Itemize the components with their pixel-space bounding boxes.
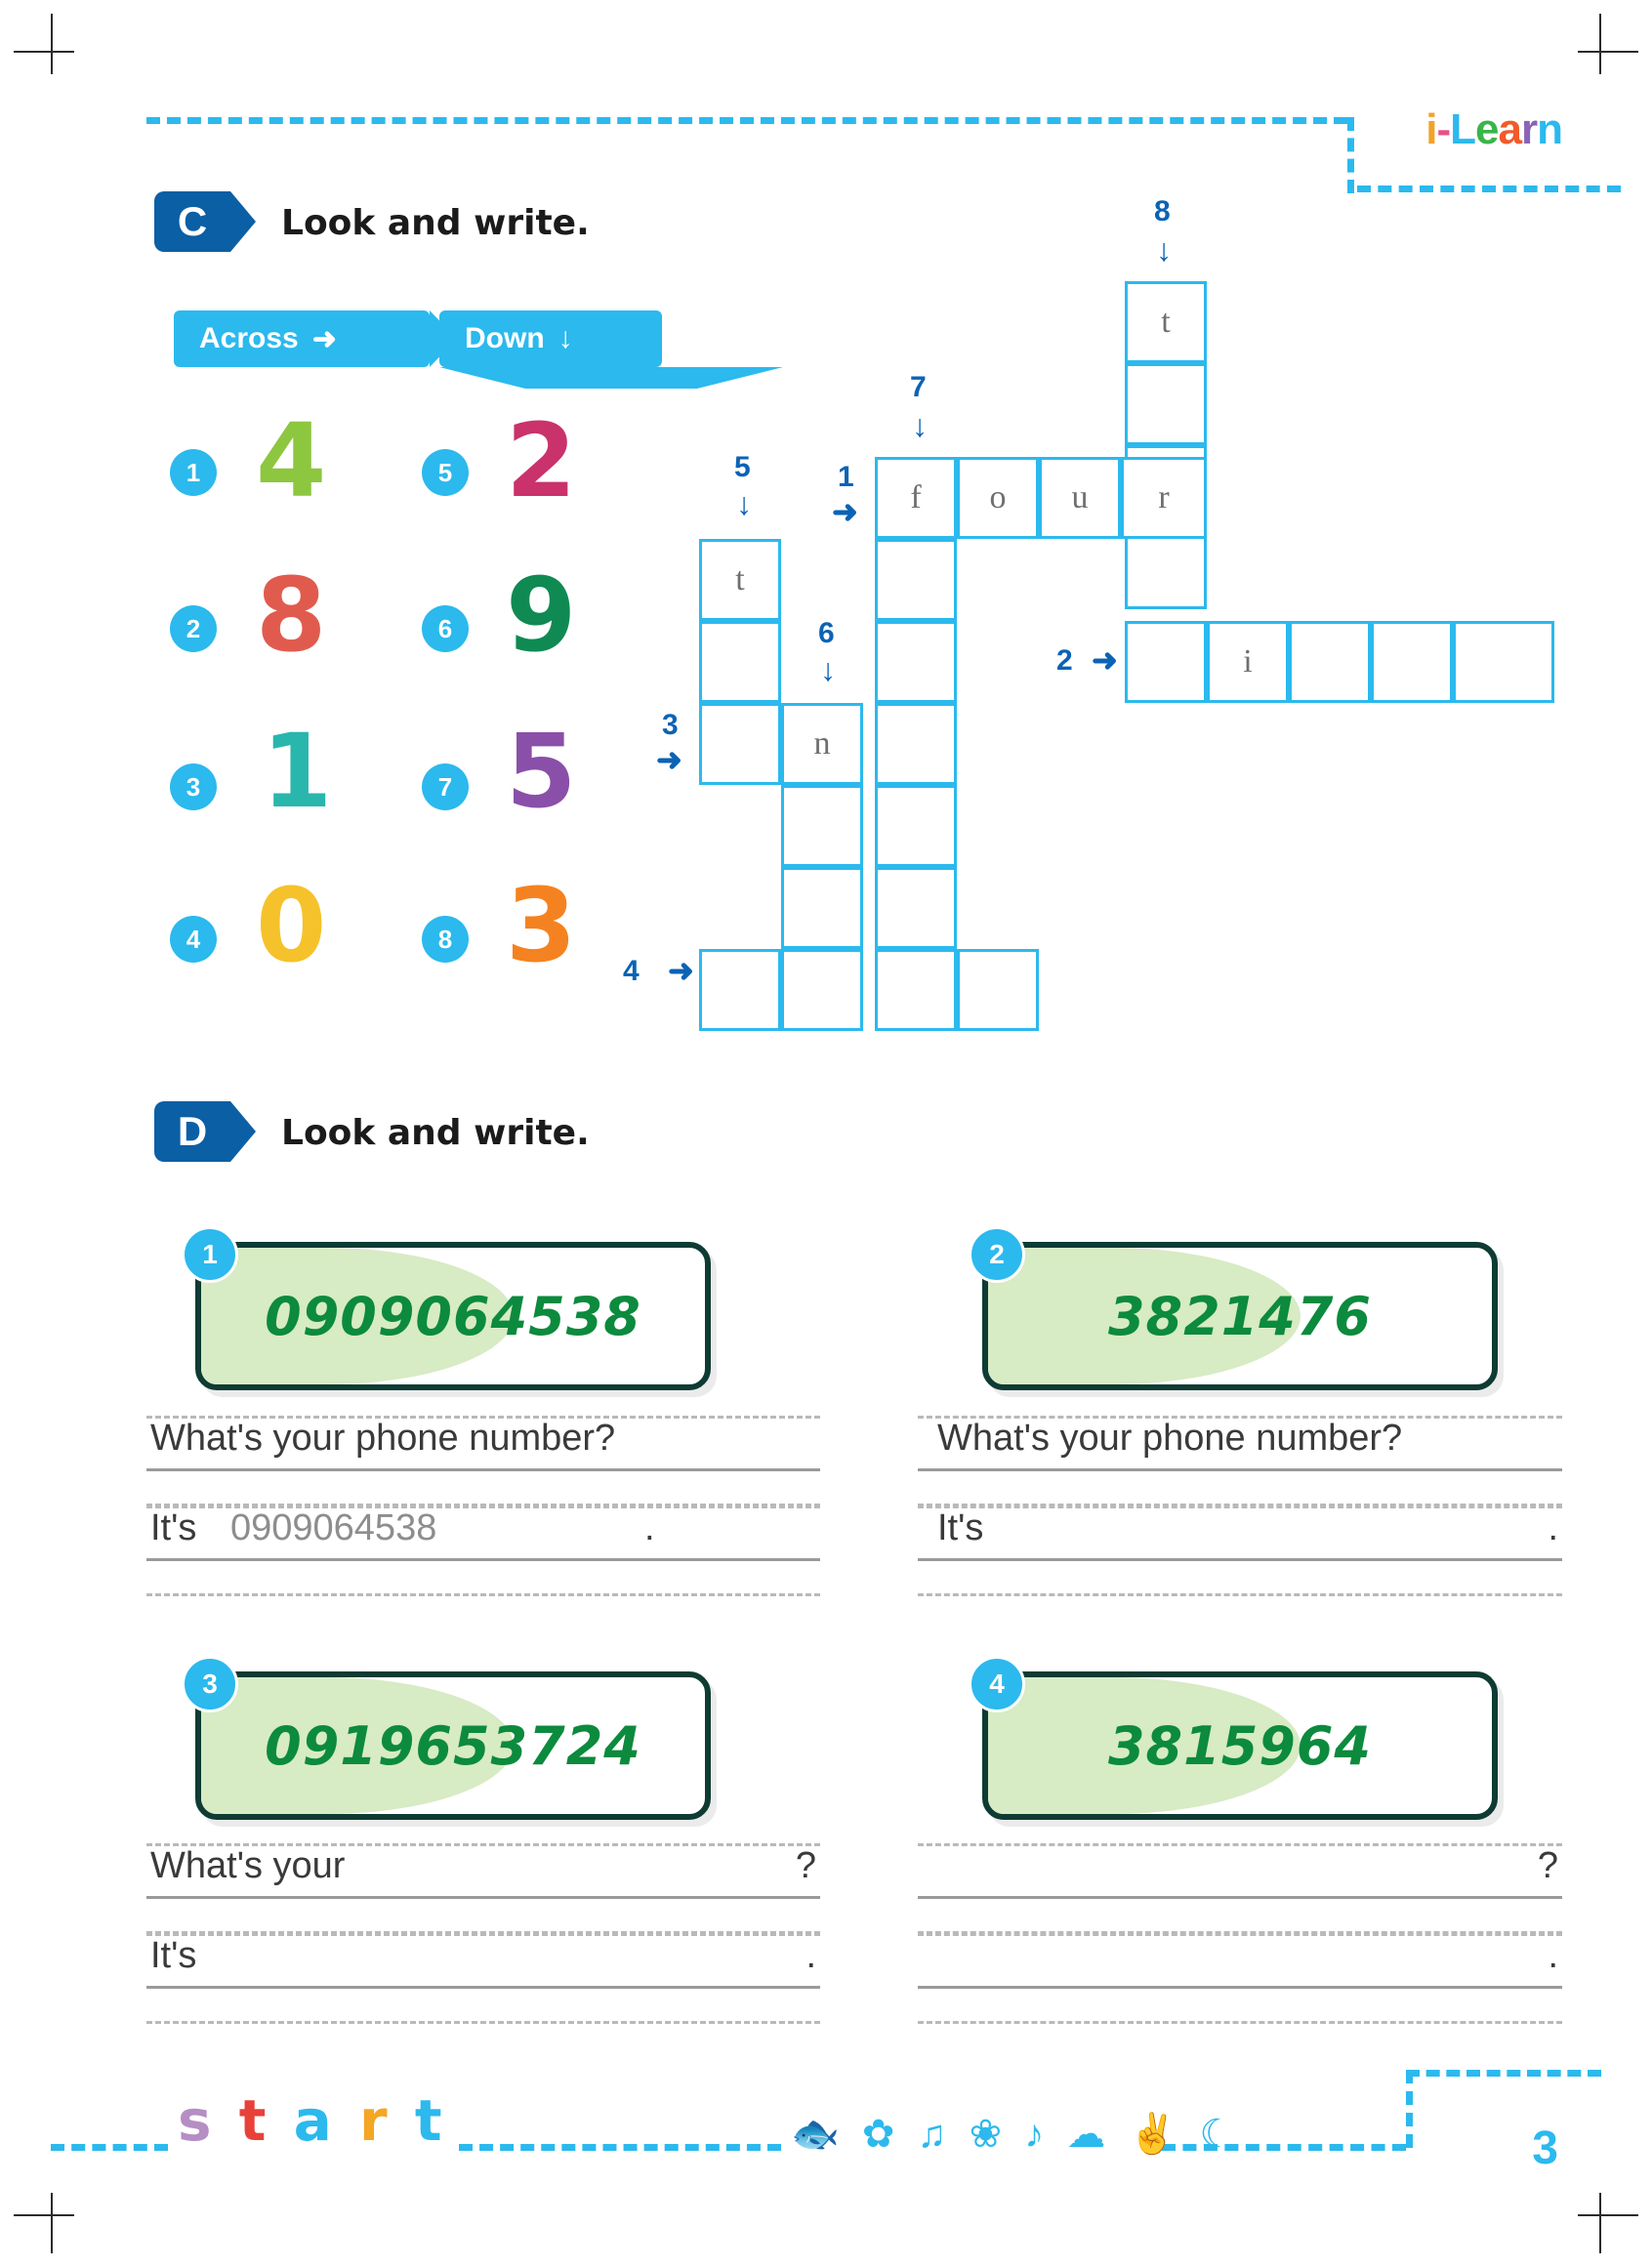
writing-lines-3a[interactable]	[146, 1843, 820, 1937]
footer-dash-elbow	[1406, 2070, 1413, 2148]
legend-badge-3: 3	[170, 763, 217, 810]
answer-prefix-3: It's	[150, 1935, 197, 1976]
cw-cell[interactable]	[1125, 621, 1207, 703]
clue-number-5: 5	[734, 451, 751, 483]
clue-arrow-2: ➜	[1092, 642, 1118, 678]
cw-cell[interactable]: t	[699, 539, 781, 621]
question-text-1: What's your phone number?	[150, 1418, 616, 1459]
across-label: Across	[199, 322, 299, 354]
section-tag-d: D	[154, 1101, 230, 1162]
answer-end-2: .	[1548, 1507, 1558, 1548]
cw-cell[interactable]	[1289, 621, 1371, 703]
legend-digit-6: 9	[506, 556, 577, 675]
legend-badge-6: 6	[422, 605, 469, 652]
cw-cell[interactable]	[875, 867, 957, 949]
start-letter: t	[238, 2087, 270, 2154]
answer-prefix-1: It's	[150, 1507, 197, 1548]
crop-mark	[1599, 2193, 1601, 2253]
cw-cell[interactable]	[699, 703, 781, 785]
cw-cell[interactable]	[875, 621, 957, 703]
clue-arrow-4: ➜	[668, 953, 694, 988]
crop-mark	[51, 14, 53, 74]
crop-mark	[1578, 51, 1638, 53]
crop-mark	[14, 2214, 74, 2216]
cw-cell[interactable]	[875, 703, 957, 785]
legend-digit-5: 2	[506, 401, 577, 520]
section-tag-c: C	[154, 191, 230, 252]
cw-cell[interactable]	[1125, 363, 1207, 445]
answer-end-3: .	[805, 1935, 816, 1976]
answer-prefix-2: It's	[937, 1507, 984, 1548]
writing-lines-1b[interactable]	[146, 1505, 820, 1599]
cw-cell[interactable]: o	[957, 457, 1039, 539]
section-title-c: Look and write.	[281, 203, 590, 243]
cw-cell[interactable]	[1453, 621, 1554, 703]
across-pill	[174, 310, 430, 367]
clue-number-3: 3	[662, 709, 679, 741]
clue-number-7: 7	[910, 371, 927, 403]
answer-end-1: .	[644, 1507, 655, 1548]
phone-card-1	[195, 1242, 711, 1390]
phone-number-1: 0909064538	[265, 1285, 641, 1347]
phone-number-4: 3815964	[1107, 1714, 1372, 1777]
clue-arrow-7: ↓	[912, 408, 928, 443]
writing-lines-4b[interactable]	[918, 1933, 1562, 2027]
page-number: 3	[1532, 2123, 1558, 2174]
top-dash-elbow	[1347, 117, 1354, 193]
question-end-4: ?	[1537, 1845, 1558, 1886]
clue-number-8: 8	[1154, 195, 1171, 227]
phone-number-2: 3821476	[1107, 1285, 1372, 1347]
legend-digit-3: 1	[262, 712, 333, 831]
crop-mark	[1599, 14, 1601, 74]
writing-lines-2b[interactable]	[918, 1505, 1562, 1599]
crop-mark	[1578, 2214, 1638, 2216]
arrow-right-icon: ➜	[311, 322, 337, 355]
cw-cell[interactable]: f	[875, 457, 957, 539]
start-letter: a	[293, 2087, 336, 2154]
clue-arrow-8: ↓	[1156, 232, 1172, 268]
legend-digit-4: 0	[256, 866, 327, 985]
writing-lines-1a	[146, 1416, 820, 1509]
clue-number-4: 4	[623, 955, 640, 987]
clue-arrow-3: ➜	[656, 742, 682, 777]
legend-badge-7: 7	[422, 763, 469, 810]
cw-cell[interactable]	[875, 785, 957, 867]
brand-logo: i-Learn	[1425, 105, 1562, 153]
phone-card-4	[982, 1671, 1498, 1820]
cw-cell[interactable]	[699, 621, 781, 703]
task-badge-1: 1	[182, 1226, 238, 1283]
question-text-2: What's your phone number?	[937, 1418, 1403, 1459]
legend-digit-7: 5	[506, 712, 577, 831]
crop-mark	[14, 51, 74, 53]
start-letter: r	[359, 2087, 392, 2154]
clue-number-2: 2	[1056, 644, 1073, 677]
start-letter: t	[414, 2087, 446, 2154]
legend-badge-8: 8	[422, 916, 469, 963]
section-title-d: Look and write.	[281, 1113, 590, 1153]
cw-cell[interactable]	[1125, 527, 1207, 609]
legend-badge-2: 2	[170, 605, 217, 652]
down-label: Down	[465, 322, 545, 354]
answer-value-1[interactable]: 0909064538	[230, 1507, 437, 1548]
writing-lines-4a[interactable]	[918, 1843, 1562, 1937]
top-dash-line-right	[1357, 185, 1621, 192]
footer-dash-mid	[459, 2144, 781, 2151]
cw-cell[interactable]	[875, 949, 957, 1031]
cw-cell[interactable]	[875, 539, 957, 621]
cw-cell[interactable]: n	[781, 703, 863, 785]
clue-arrow-6: ↓	[820, 652, 836, 687]
footer-dash-left	[51, 2144, 168, 2151]
crop-mark	[51, 2193, 53, 2253]
writing-lines-2a	[918, 1416, 1562, 1509]
question-end-3: ?	[795, 1845, 816, 1886]
footer-dash-top-right	[1406, 2070, 1601, 2077]
cw-cell[interactable]	[781, 867, 863, 949]
down-pill	[439, 310, 662, 367]
cw-cell[interactable]	[781, 949, 863, 1031]
cw-cell[interactable]	[957, 949, 1039, 1031]
top-dash-line	[146, 117, 1347, 124]
arrow-down-icon: ↓	[558, 322, 573, 354]
clue-arrow-5: ↓	[736, 486, 752, 521]
legend-digit-1: 4	[256, 401, 327, 520]
task-badge-4: 4	[969, 1656, 1025, 1712]
cw-cell[interactable]: r	[1121, 457, 1207, 539]
legend-badge-4: 4	[170, 916, 217, 963]
task-badge-3: 3	[182, 1656, 238, 1712]
footer-decor-icons: 🐟 ✿ ♫ ❀ ♪ ☁ ✌ ☾	[791, 2113, 1241, 2156]
phone-number-3: 0919653724	[265, 1714, 641, 1777]
legend-digit-2: 8	[256, 556, 327, 675]
start-letter: s	[178, 2087, 216, 2154]
phone-card-2	[982, 1242, 1498, 1390]
answer-end-4: .	[1548, 1935, 1558, 1976]
cw-cell[interactable]: i	[1207, 621, 1289, 703]
cw-cell[interactable]	[699, 949, 781, 1031]
task-badge-2: 2	[969, 1226, 1025, 1283]
writing-lines-3b[interactable]	[146, 1933, 820, 2027]
start-wordmark	[178, 2087, 446, 2154]
cw-cell[interactable]	[781, 785, 863, 867]
legend-badge-1: 1	[170, 449, 217, 496]
cw-cell[interactable]: t	[1125, 281, 1207, 363]
cw-cell[interactable]	[1371, 621, 1453, 703]
legend-badge-5: 5	[422, 449, 469, 496]
phone-card-3	[195, 1671, 711, 1820]
clue-number-6: 6	[818, 617, 835, 649]
cw-cell[interactable]: u	[1039, 457, 1121, 539]
clue-arrow-1: ➜	[832, 494, 858, 529]
question-text-3: What's your	[150, 1845, 346, 1886]
clue-number-1: 1	[838, 461, 854, 493]
legend-digit-8: 3	[506, 866, 577, 985]
